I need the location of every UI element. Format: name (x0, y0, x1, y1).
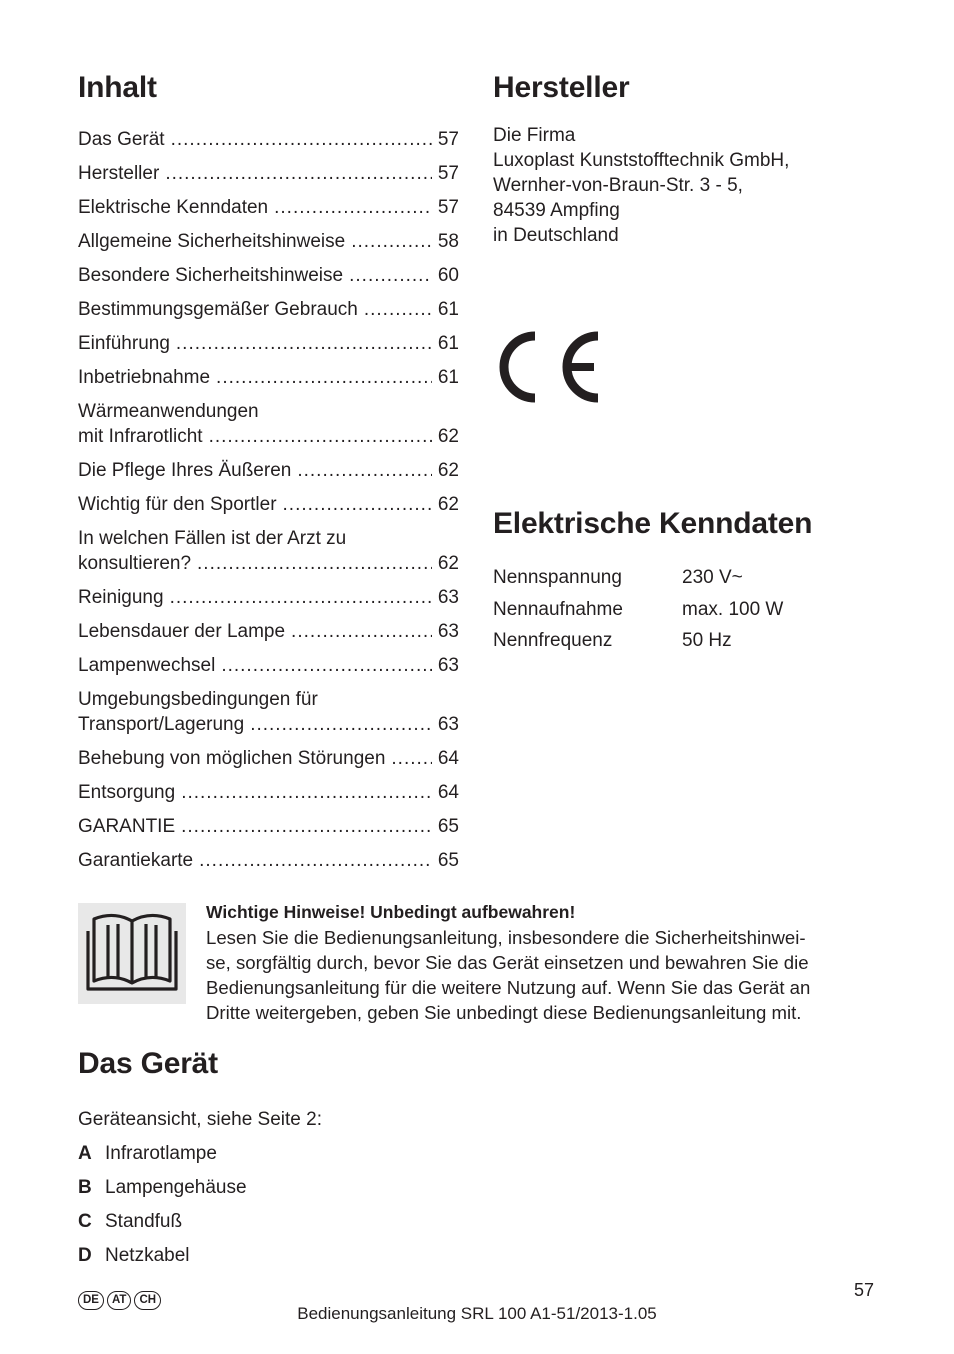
part-letter: C (78, 1211, 92, 1232)
toc-entry-line (78, 230, 459, 253)
toc-entry-title: Einführung (78, 333, 170, 354)
toc-page-number: 57 (437, 163, 459, 184)
toc-page-number: 62 (437, 494, 459, 515)
toc-page-number: 60 (437, 265, 459, 286)
toc-entry-title: Reinigung (78, 587, 164, 608)
notice-heading: Wichtige Hinweise! Unbedingt aufbewahren! (206, 902, 576, 922)
toc-entry-line (78, 552, 459, 575)
toc-entry-title: Inbetriebnahme (78, 367, 211, 388)
toc-entry (78, 849, 459, 872)
spec-value: 230 V~ (682, 567, 743, 588)
toc-entry-title: Garantiekarte (78, 850, 194, 871)
toc-entry-title: GARANTIE (78, 816, 176, 837)
toc-entry-title: Lampenwechsel (78, 655, 216, 676)
toc-leader-dots (297, 459, 432, 482)
toc-entry-title: Besondere Sicherheitshinweise (78, 265, 344, 286)
toc-entry-line (78, 332, 459, 355)
toc-leader-dots (209, 425, 432, 448)
toc-page-number: 61 (437, 299, 459, 320)
toc-entry-line (78, 493, 459, 516)
toc-leader-dots (291, 620, 432, 643)
part-letter: D (78, 1245, 92, 1266)
toc-page-number: 63 (437, 714, 459, 735)
ce-mark-icon (489, 326, 605, 408)
toc-entry-line (78, 713, 459, 736)
notice-line: se, sorgfältig durch, bevor Sie das Gerät einsetzen und bewahren Sie die (206, 952, 809, 973)
toc-entry-title: Bestimmungsgemäßer Gebrauch (78, 299, 358, 320)
toc-page-number: 63 (437, 655, 459, 676)
notice-line: Lesen Sie die Bedienungsanleitung, insbesondere die Sicherheitshinwei- (206, 927, 806, 948)
toc-entry (78, 230, 459, 253)
toc-entry-line (78, 196, 459, 219)
part-letter: B (78, 1177, 92, 1198)
device-intro: Geräteansicht, siehe Seite 2: (78, 1109, 322, 1130)
toc-entry (78, 332, 459, 355)
toc-entry-line (78, 654, 459, 677)
part-letter: A (78, 1143, 92, 1164)
toc-page-number: 62 (437, 553, 459, 574)
toc-entry-title: konsultieren? (78, 553, 192, 574)
toc-heading: Inhalt (78, 71, 157, 104)
open-book-icon (78, 903, 186, 1004)
spec-row (493, 597, 783, 629)
spec-value: max. 100 W (682, 598, 784, 620)
toc-entry (78, 459, 459, 482)
toc-entry-line (78, 366, 459, 389)
toc-entry-line (78, 815, 459, 838)
toc-entry-line (78, 425, 459, 448)
toc-entry (78, 747, 459, 770)
toc-entry-title: Umgebungsbedingungen für (78, 689, 318, 710)
toc-leader-dots (216, 366, 432, 389)
toc-entry-line (78, 298, 459, 321)
part-name: Standfuß (105, 1211, 183, 1232)
toc-entry (78, 298, 459, 321)
toc-entry (78, 688, 459, 736)
toc-entry-title: Behebung von möglichen Störungen (78, 748, 386, 769)
toc-leader-dots (250, 713, 432, 736)
toc-entry (78, 586, 459, 609)
toc-leader-dots (351, 230, 432, 253)
toc-leader-dots (171, 128, 432, 151)
spec-value: 50 Hz (682, 630, 732, 651)
address-line: Die Firma (493, 125, 576, 146)
manufacturer-heading: Hersteller (493, 71, 630, 104)
manufacturer-address (493, 123, 789, 248)
toc-page-number: 61 (437, 367, 459, 388)
toc-entry-title: mit Infrarotlicht (78, 426, 203, 447)
address-line: in Deutschland (493, 225, 619, 246)
toc-page-number: 57 (437, 129, 459, 150)
toc-leader-dots (165, 162, 432, 185)
list-item (78, 1175, 322, 1209)
toc-entry (78, 654, 459, 677)
toc-entry-title: In welchen Fällen ist der Arzt zu (78, 528, 347, 549)
toc-leader-dots (283, 493, 432, 516)
toc-entry-line (78, 849, 459, 872)
toc-entry (78, 527, 459, 575)
toc-entry-line (78, 781, 459, 804)
toc-entry-line (78, 747, 459, 770)
toc-entry-title: Elektrische Kenndaten (78, 197, 269, 218)
toc-page-number: 64 (437, 748, 459, 769)
toc-page-number: 62 (437, 426, 459, 447)
toc-leader-dots (199, 849, 432, 872)
toc-entry-title: Wichtig für den Sportler (78, 494, 277, 515)
device-parts (78, 1107, 322, 1277)
part-name: Lampengehäuse (105, 1177, 247, 1198)
table-of-contents (78, 128, 459, 883)
notice-line: Dritte weitergeben, geben Sie unbedingt diese Bedienungsanleitung mit. (206, 1002, 802, 1023)
toc-entry-line (78, 620, 459, 643)
spec-label: Nennspannung (493, 567, 622, 588)
toc-entry-title: Allgemeine Sicherheitshinweise (78, 231, 346, 252)
toc-entry (78, 493, 459, 516)
toc-page-number: 63 (437, 621, 459, 642)
toc-entry-title: Lebensdauer der Lampe (78, 621, 286, 642)
electrical-heading: Elektrische Kenndaten (493, 507, 813, 540)
toc-entry (78, 620, 459, 643)
toc-entry-title: Wärmeanwendungen (78, 401, 259, 422)
address-line: 84539 Ampfing (493, 200, 620, 221)
part-name: Infrarotlampe (105, 1143, 217, 1164)
toc-leader-dots (170, 586, 432, 609)
toc-entry-line (78, 264, 459, 287)
country-badge: AT (107, 1291, 131, 1310)
list-item (78, 1141, 322, 1175)
toc-entry (78, 400, 459, 448)
toc-entry (78, 366, 459, 389)
toc-page-number: 65 (437, 816, 459, 837)
toc-page-number: 62 (437, 460, 459, 481)
list-item (78, 1243, 322, 1277)
important-notice (206, 900, 866, 1025)
toc-entry (78, 162, 459, 185)
toc-leader-dots (197, 552, 432, 575)
toc-leader-dots (349, 264, 432, 287)
toc-leader-dots (364, 298, 432, 321)
toc-page-number: 61 (437, 333, 459, 354)
toc-entry-title: Transport/Lagerung (78, 714, 245, 735)
spec-label: Nennaufnahme (493, 598, 623, 620)
toc-entry-title: Das Gerät (78, 129, 165, 150)
toc-entry (78, 781, 459, 804)
toc-entry-title: Hersteller (78, 163, 160, 184)
country-badge: DE (78, 1291, 104, 1310)
toc-entry-line (78, 128, 459, 151)
toc-entry (78, 815, 459, 838)
toc-entry-line (78, 162, 459, 185)
toc-leader-dots (176, 332, 432, 355)
electrical-specs (493, 565, 783, 660)
spec-label: Nennfrequenz (493, 630, 613, 651)
manual-id: Bedienungsanleitung SRL 100 A1-51/2013-1.05 (297, 1304, 657, 1323)
list-item (78, 1209, 322, 1243)
toc-leader-dots (391, 747, 431, 770)
spec-row (493, 565, 783, 597)
toc-page-number: 57 (437, 197, 459, 218)
address-line: Luxoplast Kunststofftechnik GmbH, (493, 150, 790, 171)
toc-entry-line (78, 459, 459, 482)
toc-entry-line (78, 586, 459, 609)
toc-entry (78, 128, 459, 151)
toc-page-number: 65 (437, 850, 459, 871)
toc-page-number: 63 (437, 587, 459, 608)
toc-entry (78, 196, 459, 219)
address-line: Wernher-von-Braun-Str. 3 - 5, (493, 175, 743, 196)
device-heading: Das Gerät (78, 1047, 218, 1080)
toc-entry-title: Entsorgung (78, 782, 176, 803)
notice-line: Bedienungsanleitung für die weitere Nutzung auf. Wenn Sie das Gerät an (206, 977, 811, 998)
part-name: Netzkabel (105, 1245, 190, 1266)
toc-leader-dots (221, 654, 432, 677)
toc-leader-dots (274, 196, 432, 219)
page-number: 57 (854, 1280, 875, 1300)
toc-leader-dots (181, 815, 432, 838)
toc-entry (78, 264, 459, 287)
toc-entry-title: Die Pflege Ihres Äußeren (78, 460, 292, 481)
toc-page-number: 58 (437, 231, 459, 252)
toc-page-number: 64 (437, 782, 459, 803)
toc-leader-dots (181, 781, 432, 804)
country-badge: CH (134, 1291, 161, 1310)
spec-row (493, 628, 783, 660)
